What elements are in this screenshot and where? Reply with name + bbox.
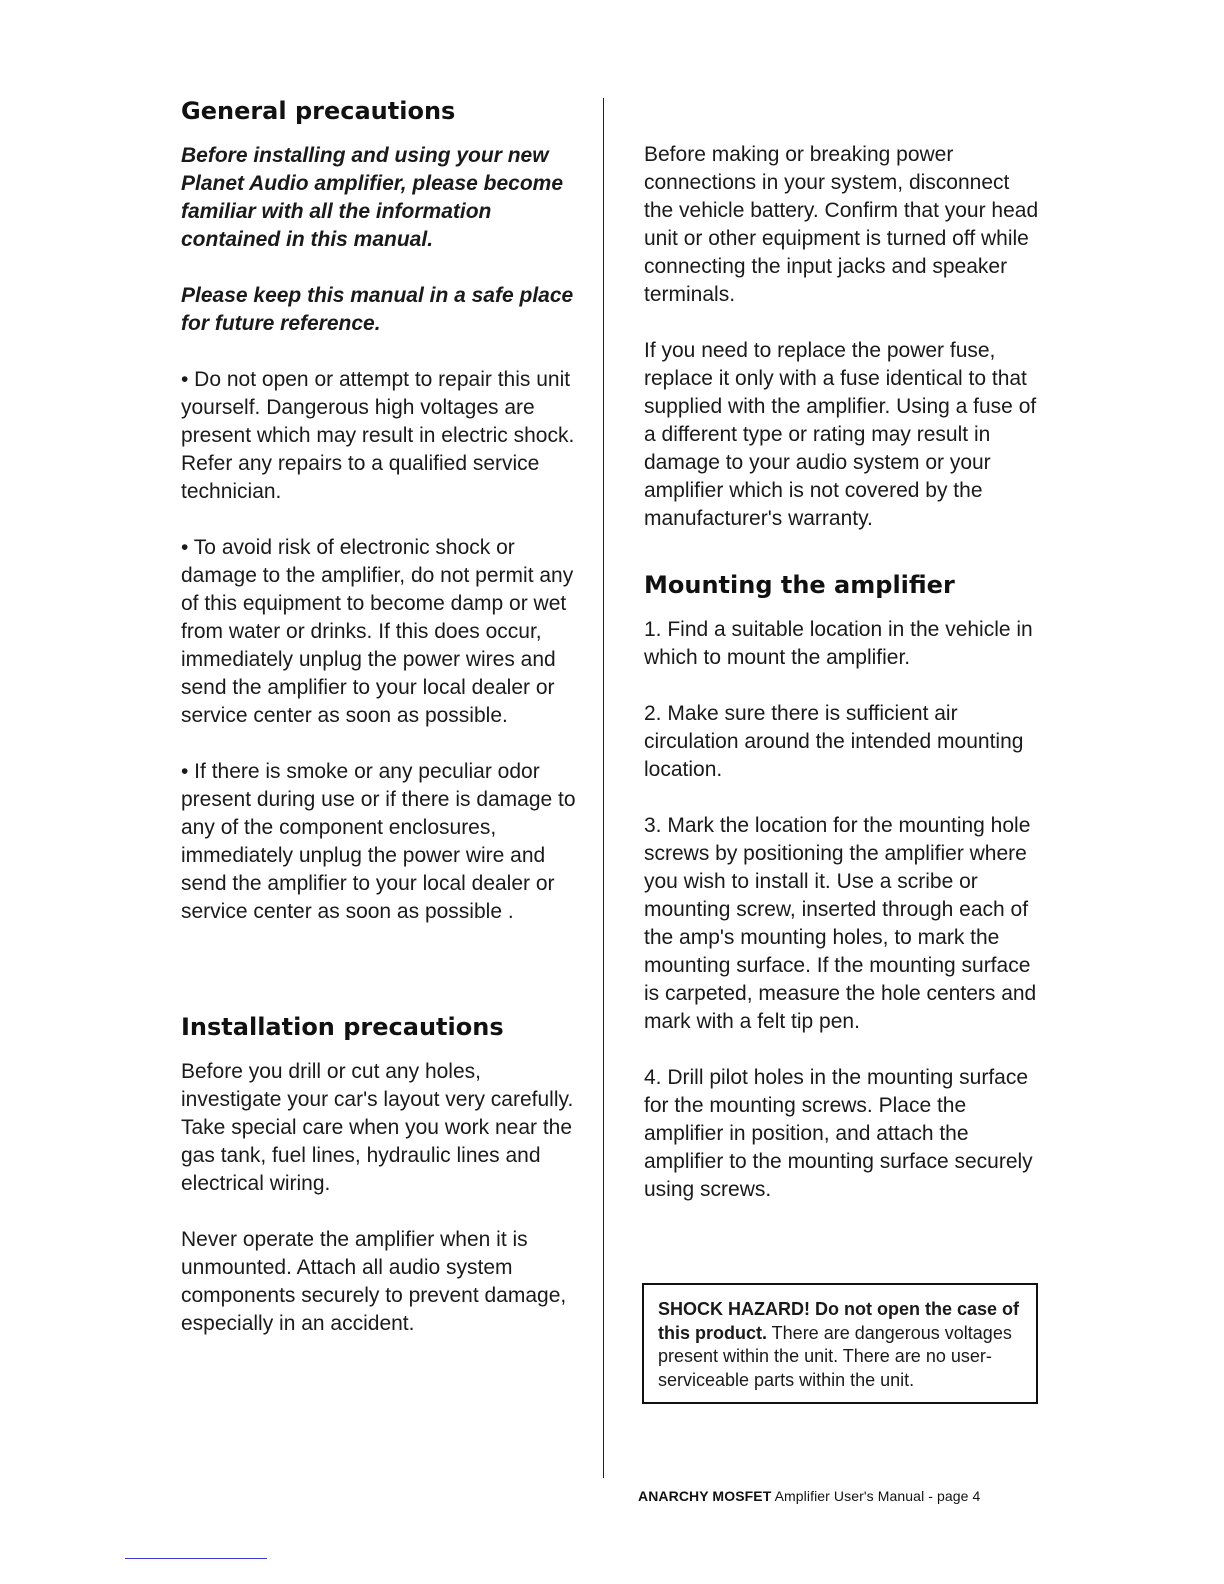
shock-hazard-bold: SHOCK HAZARD! Do not open the case of this product. [658, 1299, 1020, 1343]
general-precautions-heading: General precautions [181, 97, 456, 125]
bullet-do-not-open: • Do not open or attempt to repair this unit yourself. Dangerous high voltages are present which may result in electric shock. Refer any repairs to a qualified service technician. [181, 368, 575, 503]
power-connections-paragraph: Before making or breaking power connections in your system, disconnect the vehicle battery. Confirm that your head unit or other equipment is turned off while connecting the input jacks and speaker terminals. [644, 143, 1039, 306]
shock-hazard-detail: There are dangerous voltages present within the unit. There are no user-serviceable parts within the unit. [658, 1322, 1012, 1390]
installation-precautions-heading: Installation precautions [181, 1013, 504, 1041]
intro-paragraph: Before installing and using your new Planet Audio amplifier, please become familiar with all the information contained in this manual. [181, 144, 564, 251]
fuse-paragraph: If you need to replace the power fuse, replace it only with a fuse identical to that supplied with the amplifier. Using a fuse of a different type or rating may result in damage to your audio system or your amplifier which is not covered by the manufacturer's warranty. [644, 339, 1037, 530]
bullet-smoke-odor: • If there is smoke or any peculiar odor present during use or if there is damage to any of the component enclosures, immediately unplug the power wire and send the amplifier to your local dealer or service center as soon as possible . [181, 760, 576, 923]
page-footer [638, 1488, 1018, 1504]
mounting-step-1: 1. Find a suitable location in the vehicle in which to mount the amplifier. [644, 618, 1033, 669]
shock-hazard-text [658, 1298, 1022, 1392]
keep-manual-note: Please keep this manual in a safe place for future reference. [181, 284, 574, 335]
installation-paragraph-1: Before you drill or cut any holes, investigate your car's layout very carefully. Take special care when you work near the gas tank, fuel lines, hydraulic lines and electrical wiring. [181, 1060, 574, 1195]
mounting-step-3: 3. Mark the location for the mounting hole screws by positioning the amplifier where you wish to install it. Use a scribe or mounting screw, inserted through each of the amp's mounting holes, to mark the mounting surface. If the mounting surface is carpeted, measure the hole centers and mark with a felt tip pen. [644, 814, 1037, 1033]
left-column [181, 94, 581, 1338]
mounting-heading: Mounting the amplifier [644, 571, 955, 599]
footer-title: ANARCHY MOSFET [638, 1488, 772, 1504]
footer-rest: Amplifier User's Manual - page 4 [771, 1488, 981, 1504]
mounting-step-2: 2. Make sure there is sufficient air circulation around the intended mounting location. [644, 702, 1024, 781]
installation-paragraph-2: Never operate the amplifier when it is unmounted. Attach all audio system components securely to prevent damage, especially in an accident. [181, 1228, 567, 1335]
footer-underline [125, 1558, 267, 1559]
shock-hazard-warning-box [642, 1283, 1038, 1404]
column-divider [603, 98, 604, 1478]
right-column [644, 141, 1044, 1204]
bullet-avoid-shock: • To avoid risk of electronic shock or damage to the amplifier, do not permit any of this equipment to become damp or wet from water or drinks. If this does occur, immediately unplug the power wires and send the amplifier to your local dealer or service center as soon as possible. [181, 536, 574, 727]
mounting-step-4: 4. Drill pilot holes in the mounting surface for the mounting screws. Place the amplifier in position, and attach the amplifier to the mounting surface securely using screws. [644, 1066, 1033, 1201]
